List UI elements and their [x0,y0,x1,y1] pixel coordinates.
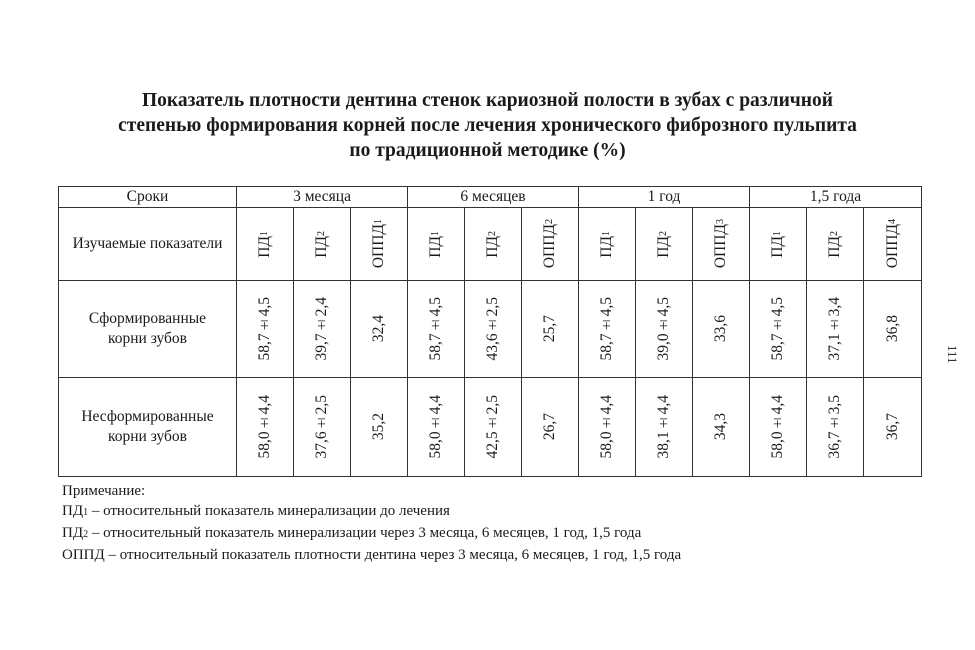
notes-heading: Примечание: [62,483,146,499]
value-cell: 58,0±4,4 [237,378,294,477]
title-line: по традиционной методике (%) [349,140,626,161]
indicator-header: ОППД1 [351,208,408,281]
notes [62,481,681,567]
value-cell: 36,8 [864,281,922,378]
value-cell: 37,6±2,5 [294,378,351,477]
corner-label: Сроки [59,187,237,208]
value-cell: 38,1±4,4 [636,378,693,477]
value-cell: 36,7 [864,378,922,477]
indicator-header: ПД1 [237,208,294,281]
indicator-header: ПД2 [294,208,351,281]
note-item: ОППД – относительный показатель плотности дентина через 3 месяца, 6 месяцев, 1 год, 1,5 года [62,547,682,563]
row-label: Сформированные корни зубов [59,281,237,378]
page-number: 111 [945,345,960,364]
indicators-row [59,208,922,281]
value-cell: 25,7 [522,281,579,378]
indicator-header: ОППД3 [693,208,750,281]
table-row [59,281,922,378]
indicator-header: ПД1 [750,208,807,281]
value-cell: 39,7±2,4 [294,281,351,378]
title-line: Показатель плотности дентина стенок кариозной полости в зубах с различной [141,90,834,111]
period-header: 1,5 года [750,187,922,208]
value-cell: 36,7±3,5 [807,378,864,477]
value-cell: 42,5±2,5 [465,378,522,477]
period-header: 3 месяца [237,187,408,208]
value-cell: 33,6 [693,281,750,378]
value-cell: 58,7±4,5 [579,281,636,378]
periods-row [59,187,922,208]
density-table [58,186,922,477]
value-cell: 58,7±4,5 [237,281,294,378]
value-cell: 43,6±2,5 [465,281,522,378]
indicator-header: ПД1 [579,208,636,281]
value-cell: 35,2 [351,378,408,477]
note-item: ПД2 – относительный показатель минерализации через 3 месяца, 6 месяцев, 1 год, 1,5 года [62,525,642,541]
indicator-header: ПД1 [408,208,465,281]
value-cell: 58,7±4,5 [408,281,465,378]
value-cell: 34,3 [693,378,750,477]
indicator-header: ОППД2 [522,208,579,281]
value-cell: 58,0±4,4 [408,378,465,477]
value-cell: 39,0±4,5 [636,281,693,378]
indicator-header: ПД2 [807,208,864,281]
note-item: ПД1 – относительный показатель минерализации до лечения [62,503,450,519]
value-cell: 58,0±4,4 [750,378,807,477]
period-header: 6 месяцев [408,187,579,208]
table-row [59,378,922,477]
indicator-header: ПД2 [636,208,693,281]
period-header: 1 год [579,187,750,208]
title-line: степенью формирования корней после лечения хронического фиброзного пульпита [118,115,857,136]
value-cell: 37,1±3,4 [807,281,864,378]
value-cell: 58,0±4,4 [579,378,636,477]
indicator-header: ПД2 [465,208,522,281]
row-label: Несформированные корни зубов [59,378,237,477]
value-cell: 58,7±4,5 [750,281,807,378]
indicators-label: Изучаемые показатели [59,208,237,281]
indicator-header: ОППД4 [864,208,922,281]
value-cell: 26,7 [522,378,579,477]
value-cell: 32,4 [351,281,408,378]
table-title [40,88,935,163]
